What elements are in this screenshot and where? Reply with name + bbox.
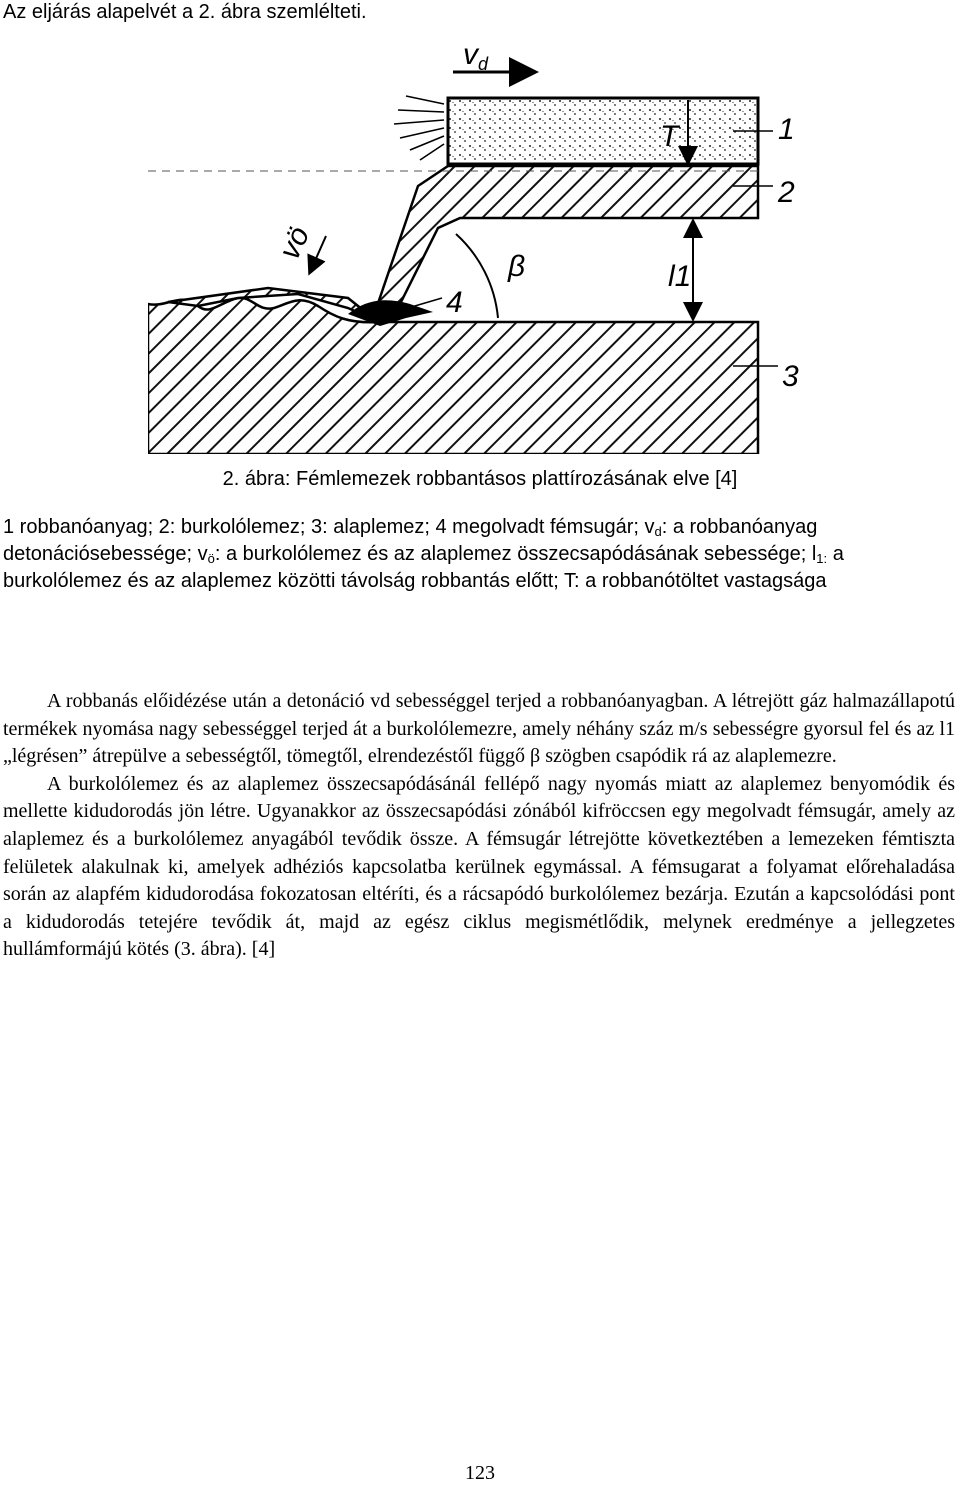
beta-label: β xyxy=(508,250,526,283)
detonation-rays xyxy=(394,96,444,160)
l1-label: l1 xyxy=(668,260,692,293)
page-number: 123 xyxy=(465,1462,495,1484)
base-plate xyxy=(148,298,758,454)
cladding-plate xyxy=(168,166,758,322)
body-text xyxy=(3,688,955,964)
vo-label: vö xyxy=(272,221,317,265)
callout-1: 1 xyxy=(778,113,795,146)
figure-legend: 1 robbanóanyag; 2: burkolólemez; 3: alaplemez; 4 megolvadt fémsugár; $v_d$: a robbanóanyag detonációsebessége; $v_ö$: a burkolólemez és az alaplemez összecsapódásának sebessége; $l_{1:}$ a burkolólemez és az alaplemez közötti távolság robbantás előtt; T: a robbanótöltet vastagsága xyxy=(3,516,844,592)
vd-label: $v_d$ xyxy=(463,38,489,74)
figure-explosive-cladding-diagram xyxy=(148,36,810,454)
paragraph: A robbanás előidézése után a detonáció vd sebességgel terjed a robbanóanyagban. A létrejött gáz halmazállapotú termékek nyomása nagy sebességgel terjed át a burkolólemezre, amely néhány száz m/s sebességre gyorsul fel és az l1 „légrésen” átrepülve a sebességtől, tömegtől, elrendezéstől függő β szögben csapódik rá az alaplemezre. xyxy=(3,690,955,768)
explosive-layer xyxy=(448,98,758,164)
T-label: T xyxy=(660,120,679,153)
callout-4: 4 xyxy=(446,286,463,319)
callout-2: 2 xyxy=(778,176,795,209)
figure-caption: 2. ábra: Fémlemezek robbantásos plattírozásának elve [4] xyxy=(222,468,738,490)
callout-3: 3 xyxy=(782,360,799,393)
intro-text: Az eljárás alapelvét a 2. ábra szemlélteti. xyxy=(3,1,367,23)
paragraph: A burkolólemez és az alaplemez összecsapódásánál fellépő nagy nyomás miatt az alaplemez benyomódik és mellette kidudorodás jön létre. Ugyanakkor az összecsapódási zónából kifröccsen egy megolvadt fémsugár, amely az alaplemez és a burkolólemez anyagából tevődik össze. A fémsugár létrejötte következtében a lemezeken fémtiszta felületek alakulnak ki, amelyek adhéziós kapcsolatba kerülnek egymással. A fémsugarat a folyamat előrehaladása során az alapfém kidudorodása fokozatosan eltéríti, és a rácsapódó burkolólemez bezárja. Ezután a kapcsolódási pont a kidudorodás tetejére tevődik át, majd az egész ciklus megismétlődik, melynek eredménye a jellegzetes hullámformájú kötés (3. ábra). [4] xyxy=(3,772,955,961)
